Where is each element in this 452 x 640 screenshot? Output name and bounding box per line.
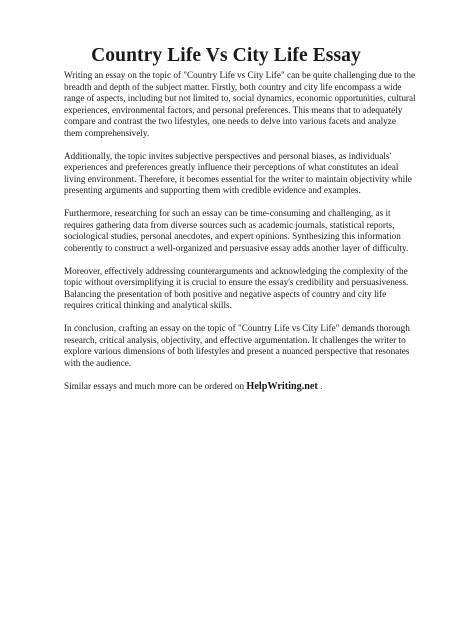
closing-paragraph [64,381,416,393]
document-body [64,70,416,404]
paragraph-1: Writing an essay on the topic of "Country Life vs City Life" can be quite challenging due to the breadth and depth of the subject matter. Firstly, both country and city life encompass a wide range of aspects, including but not limited to, social dynamics, economic opportunities, cultural experiences, environmental factors, and personal preferences. This means that to adequately compare and contrast the two lifestyles, one needs to delve into various facets and analyze them comprehensively. [64,70,416,138]
helpwriting-link[interactable]: HelpWriting.net [246,380,318,392]
paragraph-3: Furthermore, researching for such an essay can be time-consuming and challenging, as it requires gathering data from diverse sources such as academic journals, statistical reports, sociological studies, personal anecdotes, and expert opinions. Synthesizing this information coherently to construct a well-organized and persuasive essay adds another layer of difficulty. [64,208,409,253]
paragraph-4: Moreover, effectively addressing counterarguments and acknowledging the complexity of the topic without oversimplifying it is crucial to ensure the essay's credibility and persuasiveness. Balancing the presentation of both positive and negative aspects of country and city life requires critical thinking and analytical skills. [64,265,409,310]
paragraph-2: Additionally, the topic invites subjective perspectives and personal biases, as individuals' experiences and preferences greatly influence their perceptions of what constitutes an ideal living environment. Therefore, it becomes essential for the writer to maintain objectivity while presenting arguments and supporting them with credible evidence and examples. [64,150,412,195]
document-title: Country Life Vs City Life Essay [91,45,361,66]
closing-prefix: Similar essays and much more can be ordered on [64,380,247,391]
closing-suffix: . [317,380,323,391]
paragraph-5: In conclusion, crafting an essay on the topic of "Country Life vs City Life" demands thorough research, critical analysis, objectivity, and effective argumentation. It challenges the writer to explore various dimensions of both lifestyles and present a nuanced perspective that resonates with the audience. [64,323,410,368]
